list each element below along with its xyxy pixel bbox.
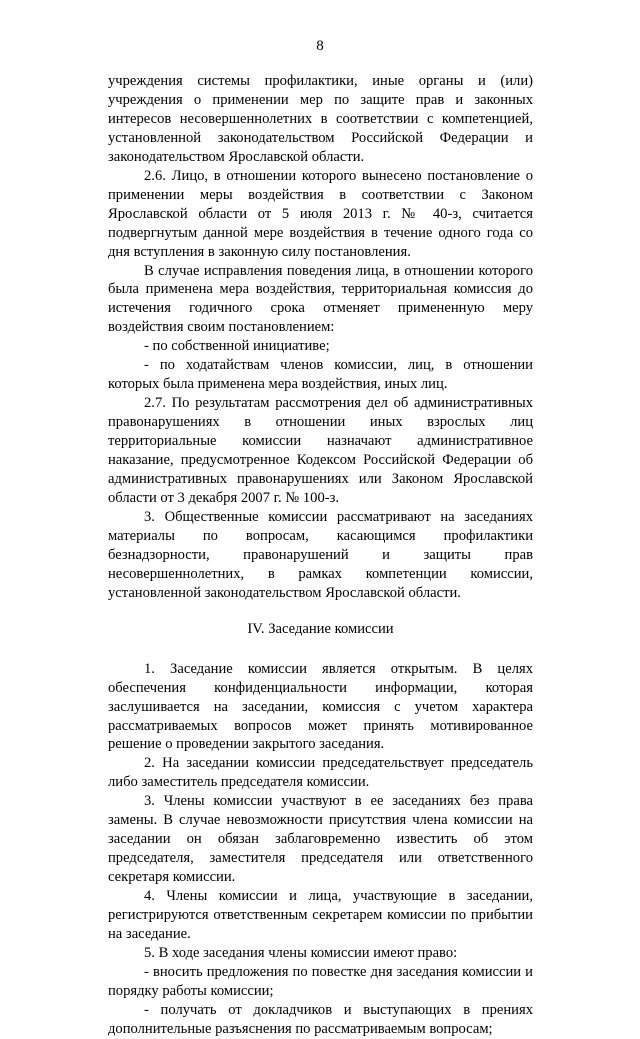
paragraph-4-3: 3. Члены комиссии участвуют в ее заседаниях без права замены. В случае невозможности присутствия члена комиссии на заседании он обязан заблаговременно известить об этом председателя, заместителя председателя или ответственного секретаря комиссии.: [108, 793, 533, 886]
paragraph-4-1: 1. Заседание комиссии является открытым. В целях обеспечения конфиденциальности информации, которая заслушивается на заседании, комиссия с учетом характера рассматриваемых вопросов может принять мотивированное решение о проведении закрытого заседания.: [108, 660, 533, 753]
section-heading: IV. Заседание комиссии: [247, 620, 394, 637]
list-item-proposals: - вносить предложения по повестке дня заседания комиссии и порядку работы комиссии;: [108, 963, 533, 999]
paragraph-2-6: 2.6. Лицо, в отношении которого вынесено постановление о применении меры воздействия в соответствии с Законом Ярославской области от 5 июля 2013 г. № 40-з, считается подвергнутым данной мере воздействия в течение одного года со дня вступления в законную силу постановления.: [108, 167, 533, 260]
paragraph-2-7: 2.7. По результатам рассмотрения дел об административных правонарушениях в отношении иных взрослых лиц территориальные комиссии назначают административное наказание, предусмотренное Кодексом Российской Федерации об административных правонарушениях или Законом Ярославской области от 3 декабря 2007 г. № 100-з.: [108, 395, 533, 506]
document-body: [108, 72, 533, 1039]
list-item-petition: - по ходатайствам членов комиссии, лиц, в отношении которых была применена мера воздействия, иных лиц.: [108, 357, 533, 393]
list-item-own-initiative: - по собственной инициативе;: [144, 338, 330, 355]
paragraph-3: 3. Общественные комиссии рассматривают на заседаниях материалы по вопросам, касающимся профилактики безнадзорности, правонарушений и защиты прав несовершеннолетних, в рамках компетенции комиссии, установленной законодательством Ярославской области.: [108, 508, 533, 601]
paragraph-4-4: 4. Члены комиссии и лица, участвующие в заседании, регистрируются ответственным секретарем комиссии по прибытии на заседание.: [108, 888, 533, 942]
page-number: 8: [316, 38, 324, 54]
paragraph-4-5: 5. В ходе заседания члены комиссии имеют право:: [144, 944, 458, 961]
paragraph-correction: В случае исправления поведения лица, в отношении которого была применена мера воздействия, территориальная комиссия до истечения годичного срока отменяет примененную меру воздействия своим постановлением:: [108, 262, 533, 336]
list-item-clarifications: - получать от докладчиков и выступающих в прениях дополнительные разъяснения по рассматриваемым вопросам;: [108, 1001, 533, 1037]
paragraph-continuation: учреждения системы профилактики, иные органы и (или) учреждения о применении мер по защите прав и законных интересов несовершеннолетних в соответствии с компетенцией, установленной законодательством Российской Федерации и законодательством Ярославской области.: [108, 73, 533, 165]
paragraph-4-2: 2. На заседании комиссии председательствует председатель либо заместитель председателя комиссии.: [108, 755, 533, 791]
